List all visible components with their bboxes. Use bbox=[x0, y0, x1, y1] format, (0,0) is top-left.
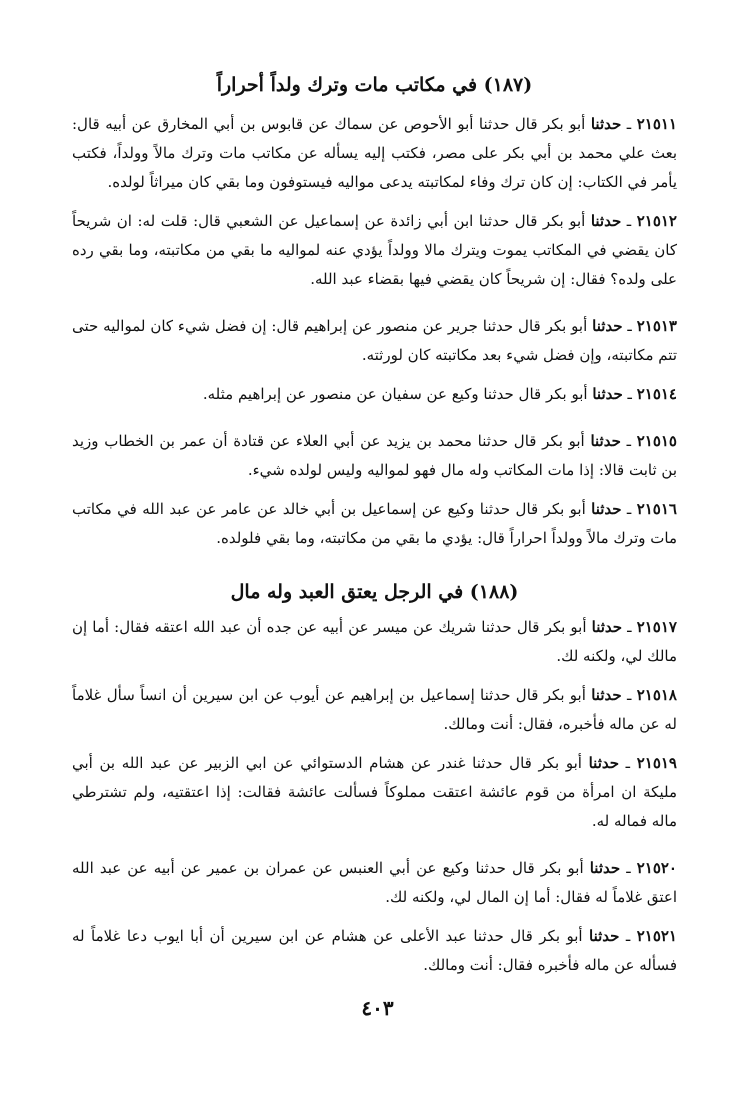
entry-number: ٢١٥١٦ bbox=[636, 500, 677, 518]
hadith-entry-21518: ٢١٥١٨ ـ حدثنا أبو بكر قال حدثنا إسماعيل بن إبراهيم عن أيوب عن ابن سيرين أن انساً سأل غلاماً له عن ماله فأخبره، فقال: أنت ومالك. bbox=[72, 686, 677, 733]
hadith-entry-21521: ٢١٥٢١ ـ حدثنا أبو بكر قال حدثنا عبد الأعلى عن هشام عن ابن سيرين أن أبا ايوب دعا غلاماً له فسأله عن ماله فأخبره فقال: أنت ومالك. bbox=[72, 927, 677, 974]
hadith-entry-21513: ٢١٥١٣ ـ حدثنا أبو بكر قال حدثنا جرير عن منصور عن إبراهيم قال: إن فضل شيء كان لمواليه حتى تتم مكاتبته، وإن فضل شيء بعد مكاتبته كان لورثته. bbox=[72, 317, 677, 364]
hadith-entry-21515: ٢١٥١٥ ـ حدثنا أبو بكر قال حدثنا محمد بن يزيد عن أبي العلاء عن قتادة أن عمر بن الخطاب وزيد بن ثابت قالا: إذا مات المكاتب وله مال فهو لمواليه وليس لولده شيء. bbox=[72, 432, 677, 479]
entry-lead: حدثنا bbox=[589, 859, 621, 877]
entry-lead: حدثنا bbox=[592, 317, 623, 335]
hadith-entry-21516: ٢١٥١٦ ـ حدثنا أبو بكر قال حدثنا وكيع عن إسماعيل بن أبي خالد عن عامر عن عبد الله في مكاتب مات وترك مالاً وولداً احراراً قال: يؤدي ما بقي من مكاتبته، وما بقي فلولده. bbox=[72, 500, 677, 547]
hadith-entry-21520: ٢١٥٢٠ ـ حدثنا أبو بكر قال حدثنا وكيع عن أبي العنبس عن عمران بن عمير عن أبيه عن عبد الله اعتق غلاماً له فقال: أما إن المال لي، ولكنه لك. bbox=[72, 859, 677, 906]
entry-number: ٢١٥١٢ bbox=[636, 212, 677, 230]
entry-lead: حدثنا bbox=[588, 754, 620, 772]
page-number: ٤٠٣ bbox=[361, 996, 394, 1020]
entry-lead: حدثنا bbox=[590, 212, 622, 230]
entry-text: أبو بكر قال حدثنا عبد الأعلى عن هشام عن ابن سيرين أن أبا ايوب دعا غلاماً له فسأله عن ماله فأخبره فقال: أنت ومالك. bbox=[72, 927, 677, 974]
entry-text: أبو بكر قال حدثنا غندر عن هشام الدستوائي عن ابي الزبير عن عبد الله بن أبي مليكة ان امرأة من قوم عائشة اعتقت مملوكاً فسألت عائشة فقالت: إذا اعتقتيه، ولم تشترطي ماله فماله له. bbox=[72, 754, 677, 830]
hadith-entry-21517: ٢١٥١٧ ـ حدثنا أبو بكر قال حدثنا شريك عن ميسر عن أبيه عن جده أن عبد الله اعتقه فقال: أما إن مالك لي، ولكنه لك. bbox=[72, 618, 677, 665]
entry-text: أبو بكر قال حدثنا إسماعيل بن إبراهيم عن أيوب عن ابن سيرين أن انساً سأل غلاماً له عن ماله فأخبره، فقال: أنت ومالك. bbox=[72, 686, 677, 733]
entry-number: ٢١٥١٣ bbox=[636, 317, 677, 335]
entry-lead: حدثنا bbox=[590, 432, 621, 450]
entry-text: أبو بكر قال حدثنا ابن أبي زائدة عن إسماعيل عن الشعبي قال: قلت له: ان شريحاً كان يقضي في المكاتب يموت ويترك مالا وولداً يؤدي عنه لمواليه ما بقي من مكاتبته، وما بقي رده على ولده؟ فقال: إن شريحاً كان يقضي فيها بقضاء عبد الله. bbox=[72, 212, 677, 288]
entry-lead: حدثنا bbox=[590, 115, 622, 133]
entry-lead: حدثنا bbox=[591, 618, 623, 636]
entry-lead: حدثنا bbox=[592, 385, 623, 403]
page-content bbox=[72, 70, 677, 990]
entry-number: ٢١٥١٩ bbox=[636, 754, 677, 772]
section-heading-188: (١٨٨) في الرجل يعتق العبد وله مال bbox=[230, 581, 519, 603]
entry-number: ٢١٥١٤ bbox=[636, 385, 677, 403]
entry-number: ٢١٥١٥ bbox=[636, 432, 677, 450]
entry-number: ٢١٥٢١ bbox=[636, 927, 677, 945]
entry-lead: حدثنا bbox=[591, 500, 622, 518]
entry-text: أبو بكر قال حدثنا وكيع عن سفيان عن منصور عن إبراهيم مثله. bbox=[202, 385, 588, 403]
entry-text: أبو بكر قال حدثنا وكيع عن إسماعيل بن أبي خالد عن عامر عن عبد الله في مكاتب مات وترك مالاً وولداً احراراً قال: يؤدي ما بقي من مكاتبته، وما بقي فلولده. bbox=[72, 500, 677, 547]
entry-lead: حدثنا bbox=[589, 927, 620, 945]
hadith-entry-21512: ٢١٥١٢ ـ حدثنا أبو بكر قال حدثنا ابن أبي زائدة عن إسماعيل عن الشعبي قال: قلت له: ان شريحاً كان يقضي في المكاتب يموت ويترك مالا وولداً يؤدي عنه لمواليه ما بقي من مكاتبته، وما بقي رده على ولده؟ فقال: إن شريحاً كان يقضي فيها بقضاء عبد الله. bbox=[72, 212, 677, 288]
entry-number: ٢١٥١١ bbox=[636, 115, 677, 133]
hadith-entry-21514: ٢١٥١٤ ـ حدثنا أبو بكر قال حدثنا وكيع عن سفيان عن منصور عن إبراهيم مثله. bbox=[202, 385, 677, 403]
entry-text: أبو بكر قال حدثنا شريك عن ميسر عن أبيه عن جده أن عبد الله اعتقه فقال: أما إن مالك لي، ولكنه لك. bbox=[72, 618, 677, 665]
section-heading-187: (١٨٧) في مكاتب مات وترك ولداً أحراراً bbox=[216, 74, 533, 96]
hadith-entry-21511: ٢١٥١١ ـ حدثنا أبو بكر قال حدثنا أبو الأحوص عن سماك عن قابوس بن أبي المخارق عن أبيه قال: بعث علي محمد بن أبي بكر على مصر، فكتب إليه يسأله عن مكاتب مات وترك مالاً وولداً، فكتب يأمر في الكتاب: إن كان ترك وفاء لمكاتبته يدعى مواليه فيستوفون وما بقي كان ميراثاً لولده. bbox=[72, 115, 677, 191]
entry-lead: حدثنا bbox=[591, 686, 622, 704]
entry-number: ٢١٥٢٠ bbox=[636, 859, 677, 877]
entry-number: ٢١٥١٧ bbox=[636, 618, 677, 636]
entry-text: أبو بكر قال حدثنا محمد بن يزيد عن أبي العلاء عن قتادة أن عمر بن الخطاب وزيد بن ثابت قالا: إذا مات المكاتب وله مال فهو لمواليه وليس لولده شيء. bbox=[72, 432, 677, 479]
entry-text: أبو بكر قال حدثنا أبو الأحوص عن سماك عن قابوس بن أبي المخارق عن أبيه قال: بعث علي محمد بن أبي بكر على مصر، فكتب إليه يسأله عن مكاتب مات وترك مالاً وولداً، فكتب يأمر في الكتاب: إن كان ترك وفاء لمكاتبته يدعى مواليه فيستوفون وما بقي كان ميراثاً لولده. bbox=[72, 115, 677, 191]
entry-number: ٢١٥١٨ bbox=[636, 686, 677, 704]
entry-text: أبو بكر قال حدثنا وكيع عن أبي العنبس عن عمران بن عمير عن أبيه عن عبد الله اعتق غلاماً له فقال: أما إن المال لي، ولكنه لك. bbox=[72, 859, 677, 906]
hadith-entry-21519: ٢١٥١٩ ـ حدثنا أبو بكر قال حدثنا غندر عن هشام الدستوائي عن ابي الزبير عن عبد الله بن أبي مليكة ان امرأة من قوم عائشة اعتقت مملوكاً فسألت عائشة فقالت: إذا اعتقتيه، ولم تشترطي ماله فماله له. bbox=[72, 754, 677, 830]
entry-text: أبو بكر قال حدثنا جرير عن منصور عن إبراهيم قال: إن فضل شيء كان لمواليه حتى تتم مكاتبته، وإن فضل شيء بعد مكاتبته كان لورثته. bbox=[72, 317, 677, 364]
